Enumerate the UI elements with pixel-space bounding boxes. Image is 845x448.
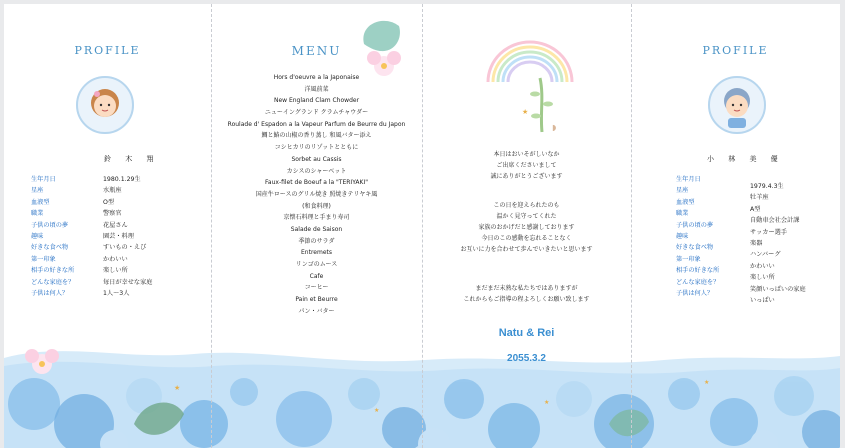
message-line: ご出席くださいまして (496, 162, 557, 169)
groom-name: 鈴 木 翔 (104, 155, 160, 163)
menu-item: ニューイングランド クラムチャウダー (264, 109, 369, 117)
wedding-date: 2055.3.2 (507, 353, 546, 364)
message-paragraph-2 (422, 200, 631, 255)
profile-heading: PROFILE (74, 44, 141, 57)
profile-value-list (103, 174, 153, 299)
profile-value: ハンバーグ (750, 251, 781, 259)
profile-label: 生年月日 (31, 176, 56, 183)
menu-item: Pain et Beurre (295, 296, 338, 304)
profile-label: 好きな食べ物 (676, 244, 714, 252)
menu-panel (211, 4, 422, 448)
message-paragraph-1 (422, 149, 631, 182)
profile-label: 星座 (676, 187, 689, 195)
svg-text:★: ★ (522, 108, 529, 116)
profile-label: 相手の好きな所 (676, 267, 720, 275)
profile-heading: PROFILE (702, 44, 769, 57)
menu-item: カシスのシャーベット (286, 167, 347, 175)
wedding-program-sheet (4, 4, 840, 448)
menu-item: コシヒカリのリゾットとともに (274, 144, 359, 152)
profile-value: 園芸・料理 (103, 232, 134, 240)
profile-value: いっぱい (750, 296, 775, 304)
svg-text:★: ★ (174, 384, 181, 392)
avatar-icon (708, 76, 766, 134)
message-panel (422, 4, 631, 448)
profile-value: すいもの・えび (103, 244, 147, 252)
profile-value: 牡羊座 (750, 194, 769, 202)
profile-value: 楽器 (750, 239, 763, 247)
profile-label: どんな家庭を？ (31, 278, 75, 286)
profile-value: 自動車会社会計課 (750, 217, 800, 225)
profile-label: 星座 (31, 187, 44, 195)
menu-item: Entremets (301, 249, 332, 257)
message-line: 本日はおいそがしいなか (493, 151, 560, 158)
profile-label: 趣味 (676, 232, 689, 240)
profile-label: 血液型 (676, 198, 695, 206)
seaweed-icon (522, 74, 562, 134)
message-line: 誠にありがとうございます (490, 173, 563, 180)
profile-value: 笑顔いっぱいの家庭 (750, 285, 806, 293)
message-line: 温かく見守ってくれた (496, 213, 557, 220)
profile-label: 職業 (676, 210, 689, 218)
menu-item: コーヒー (304, 284, 329, 292)
bride-name: 小 林 美 優 (707, 155, 784, 163)
svg-text:★: ★ (544, 399, 550, 406)
profile-value: サッカー選手 (750, 228, 788, 236)
profile-value: O型 (103, 198, 115, 206)
menu-item: 国産牛ロースのグリル焼き 照焼きテリヤキ風 (255, 190, 378, 198)
profile-label: 第一印象 (676, 255, 701, 263)
profile-label: どんな家庭を？ (676, 278, 720, 286)
profile-label-list (676, 174, 719, 299)
profile-value: 毎日が幸せな家庭 (103, 278, 153, 286)
message-line: これからもご指導の程よろしくお願い致します (463, 296, 590, 303)
menu-item: 季節のサラダ (298, 237, 335, 245)
profile-value: 花屋さん (103, 221, 128, 229)
menu-item: Faux-filet de Boeuf a la "TERIYAKI" (265, 179, 368, 187)
profile-label: 職業 (31, 210, 44, 218)
menu-item: New England Clam Chowder (273, 97, 360, 105)
menu-item: (和食料理) (302, 202, 331, 210)
profile-label: 生年月日 (676, 176, 701, 183)
profile-label: 第一印象 (31, 255, 56, 263)
profile-value: A型 (750, 205, 761, 213)
menu-item: Sorbet au Cassis (291, 155, 342, 163)
menu-heading: MENU (291, 44, 342, 58)
menu-item: Cafe (309, 272, 324, 280)
profile-label-list (31, 174, 74, 299)
profile-value: 警察官 (103, 210, 122, 218)
svg-text:★: ★ (704, 379, 710, 386)
profile-value-list (750, 181, 806, 306)
profile-value: かわいい (750, 262, 775, 270)
menu-item-list (211, 72, 422, 317)
profile-label: 好きな食べ物 (31, 244, 69, 252)
left-profile-panel (4, 4, 211, 448)
menu-item: 洋風前菜 (304, 85, 329, 93)
profile-label: 相手の好きな所 (31, 267, 75, 275)
message-line: この日を迎えられたのも (493, 202, 560, 209)
profile-label: 子供の頃の夢 (31, 221, 69, 229)
menu-item: リンゴのムース (295, 261, 338, 268)
profile-value: 1人～3人 (103, 289, 130, 297)
menu-item: Hors d'oeuvre a la Japonaise (273, 74, 360, 81)
profile-value: 1980.1.29生 (103, 176, 141, 183)
bride-avatar (708, 76, 766, 134)
message-line: お互いに力を合わせて歩んでいきたいと思います (460, 246, 593, 253)
profile-label: 子供は何人？ (31, 289, 69, 297)
svg-text:◗: ◗ (552, 123, 557, 132)
profile-value: 1979.4.3生 (750, 183, 784, 190)
profile-label: 子供の頃の夢 (676, 221, 714, 229)
profile-label: 子供は何人？ (676, 289, 714, 297)
message-paragraph-3 (422, 283, 631, 305)
profile-value: 楽しい所 (103, 267, 128, 275)
message-line: まだまだ未熟な私たちではありますが (475, 285, 578, 292)
svg-text:★: ★ (374, 407, 380, 414)
profile-value: 楽しい所 (750, 274, 775, 282)
profile-value: 水瓶座 (103, 187, 122, 195)
menu-item: 京懐石料理と手まり寿司 (283, 214, 350, 222)
profile-label: 趣味 (31, 232, 44, 240)
menu-item: パン・バター (298, 307, 335, 315)
groom-avatar (76, 76, 134, 134)
message-line: 家族のおかげだと感謝しております (478, 224, 575, 231)
couple-names: Natu & Rei (498, 327, 555, 339)
menu-item: 鯛と鰆の山椒の香り蒸し 和風バター添え (261, 132, 372, 140)
profile-label: 血液型 (31, 198, 50, 206)
message-line: 今日のこの感動を忘れることなく (481, 235, 572, 242)
profile-value: かわいい (103, 255, 128, 263)
right-profile-panel (631, 4, 840, 448)
menu-item: Salade de Saison (290, 225, 343, 233)
menu-item: Roulade d' Espadon a la Vapeur Parfum de Beurre du Japon (227, 120, 406, 128)
avatar-icon (76, 76, 134, 134)
